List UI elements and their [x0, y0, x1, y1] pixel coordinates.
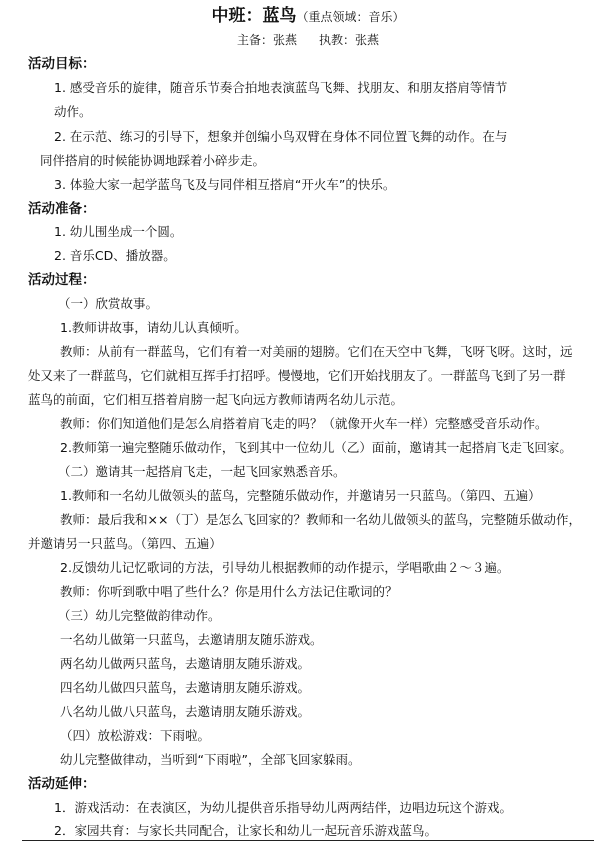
goal-line-1: 1. 感受音乐的旋律，随音乐节奏合拍地表演蓝鸟飞舞、找朋友、和朋友搭肩等情节: [54, 80, 508, 95]
process-line-14: （三）幼儿完整做韵律动作。: [58, 608, 221, 623]
prep-heading: 活动准备：: [28, 201, 96, 217]
process-line-6: 教师：你们知道他们是怎么肩搭着肩飞走的吗？（就像开火车一样）完整感受音乐动作。: [60, 416, 548, 431]
process-line-1: （一）欣赏故事。: [58, 296, 159, 311]
host-label: 主备：张燕: [236, 33, 297, 47]
process-line-10: 教师：最后我和××（丁）是怎么飞回家的？教师和一名幼儿做领头的蓝鸟，完整随乐做动作，: [60, 512, 581, 527]
process-line-19: （四）放松游戏：下雨啦。: [60, 728, 211, 743]
goal-line-2: 动作。: [54, 104, 92, 119]
process-line-3: 教师：从前有一群蓝鸟，它们有着一对美丽的翅膀。它们在天空中飞舞，飞呀飞呀。这时，远: [60, 344, 573, 359]
process-line-2: 1.教师讲故事，请幼儿认真倾听。: [60, 320, 247, 335]
process-line-16: 两名幼儿做两只蓝鸟，去邀请朋友随乐游戏。: [60, 656, 311, 671]
extension-heading: 活动延伸：: [28, 776, 96, 792]
extension-line-1: 1．游戏活动：在表演区，为幼儿提供音乐指导幼儿两两结伴，边唱边玩这个游戏。: [54, 800, 512, 815]
goal-line-5: 3. 体验大家一起学蓝鸟飞及与同伴相互搭肩“开火车”的快乐。: [54, 177, 396, 192]
process-line-5: 蓝鸟的前面，它们相互搭着肩膀一起飞向远方教师请两名幼儿示范。: [28, 392, 404, 407]
process-line-7: 2.教师第一遍完整随乐做动作，飞到其中一位幼儿（乙）面前，邀请其一起搭肩飞走飞回家。: [60, 440, 572, 455]
process-line-18: 八名幼儿做八只蓝鸟，去邀请朋友随乐游戏。: [60, 704, 311, 719]
title-text: 中班：蓝鸟: [211, 6, 297, 26]
prep-line-2: 2. 音乐CD、播放器。: [54, 248, 176, 263]
process-line-9: 1.教师和一名幼儿做领头的蓝鸟，完整随乐做动作，并邀请另一只蓝鸟。（第四、五遍）: [60, 488, 541, 503]
goal-line-3: 2. 在示范、练习的引导下，想象并创编小鸟双臂在身体不同位置飞舞的动作。在与: [54, 129, 508, 144]
authors-line: [0, 31, 616, 49]
teacher-label: 执教：张燕: [319, 33, 380, 47]
goal-line-4: 同伴搭肩的时候能协调地踩着小碎步走。: [40, 153, 266, 168]
process-line-11: 并邀请另一只蓝鸟。（第四、五遍）: [28, 536, 222, 551]
process-heading: 活动过程：: [28, 272, 96, 288]
document-title: [0, 4, 616, 29]
prep-line-1: 1. 幼儿围坐成一个圆。: [54, 224, 183, 239]
extension-line-2: 2．家园共育：与家长共同配合，让家长和幼儿一起玩音乐游戏蓝鸟。: [54, 823, 437, 838]
process-line-15: 一名幼儿做第一只蓝鸟，去邀请朋友随乐游戏。: [60, 632, 323, 647]
page-bottom-divider: [22, 840, 594, 841]
process-line-13: 教师：你听到歌中唱了些什么？你是用什么方法记住歌词的？: [60, 584, 398, 599]
process-line-20: 幼儿完整做律动，当听到“下雨啦”，全部飞回家躲雨。: [60, 752, 361, 767]
goals-heading: 活动目标：: [28, 56, 96, 72]
title-domain-note: （重点领域：音乐）: [296, 10, 405, 24]
process-line-4: 处又来了一群蓝鸟，它们就相互挥手打招呼。慢慢地，它们开始找朋友了。一群蓝鸟飞到了另一群: [28, 368, 566, 383]
process-line-12: 2.反馈幼儿记忆歌词的方法，引导幼儿根据教师的动作提示，学唱歌曲２～３遍。: [60, 560, 510, 575]
process-line-8: （二）邀请其一起搭肩飞走，一起飞回家熟悉音乐。: [58, 464, 346, 479]
process-line-17: 四名幼儿做四只蓝鸟，去邀请朋友随乐游戏。: [60, 680, 311, 695]
